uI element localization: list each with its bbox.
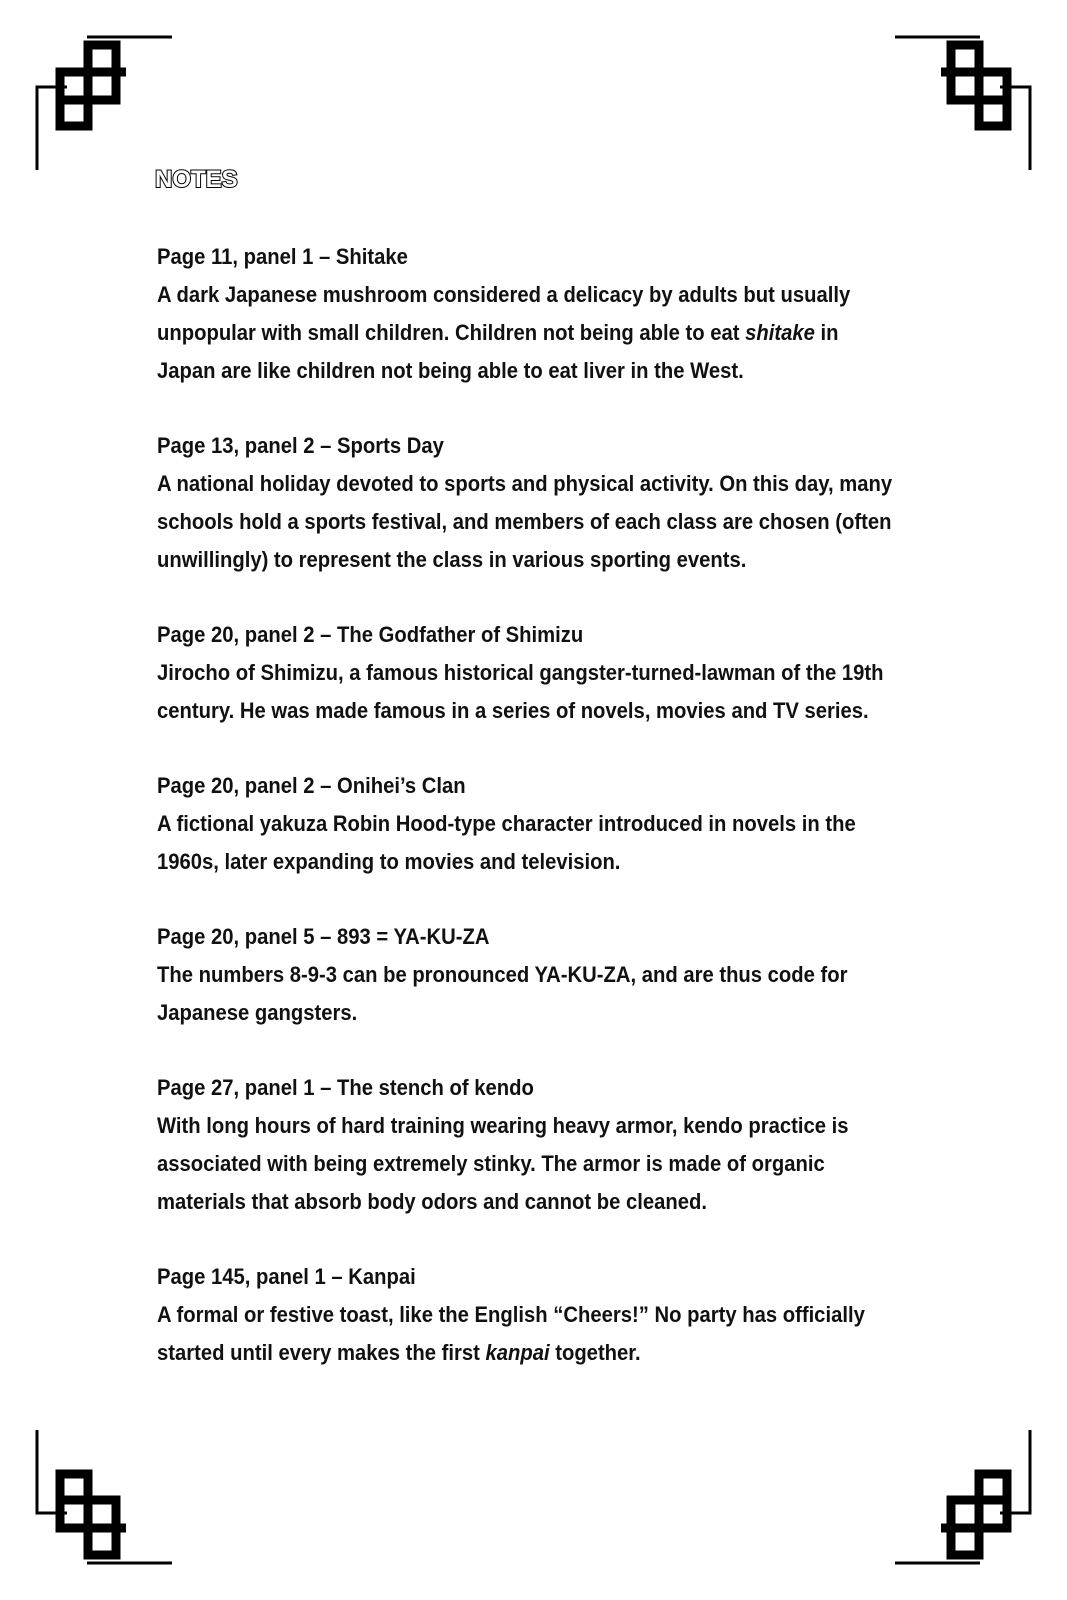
corner-ornament-bottom-right (857, 1390, 1037, 1570)
note-ref: Page 145, panel 1 – (157, 1264, 349, 1289)
note-body-text-end: together. (549, 1340, 641, 1365)
notes-heading (155, 166, 238, 194)
note-body-text: A dark Japanese mushroom considered a delicacy by adults but usually unpopular with small children. Children not being able to eat (157, 282, 851, 345)
note-ref: Page 11, panel 1 – (157, 244, 336, 269)
note-item (157, 918, 917, 1032)
note-body (157, 1107, 902, 1221)
notes-list (157, 238, 917, 1409)
note-term: Sports Day (337, 433, 444, 458)
note-heading (157, 616, 856, 654)
note-body (157, 1296, 902, 1372)
note-heading (157, 1258, 856, 1296)
note-body-emphasis: kanpai (485, 1340, 550, 1365)
note-item (157, 427, 917, 579)
note-body (157, 465, 902, 579)
note-item (157, 238, 917, 390)
note-body-text: A fictional yakuza Robin Hood-type character introduced in novels in the 1960s, later expanding to movies and television. (157, 811, 856, 874)
note-body-text: A national holiday devoted to sports and physical activity. On this day, many schools hold a sports festival, and members of each class are chosen (often unwillingly) to represent the class in various sporting events. (157, 471, 893, 572)
note-ref: Page 20, panel 2 – (157, 622, 338, 647)
note-term: The Godfather of Shimizu (337, 622, 584, 647)
note-term: The stench of kendo (337, 1075, 534, 1100)
note-item (157, 616, 917, 730)
note-ref: Page 20, panel 5 – (157, 924, 338, 949)
note-item (157, 767, 917, 881)
note-heading (157, 427, 856, 465)
note-term: Shitake (335, 244, 408, 269)
note-body-emphasis: shitake (745, 320, 815, 345)
note-heading (157, 1069, 856, 1107)
note-heading (157, 918, 856, 956)
note-heading (157, 767, 856, 805)
note-item (157, 1069, 917, 1221)
note-body-text-end: in Japan are like children not being able to eat liver in the West. (157, 320, 839, 383)
note-ref: Page 27, panel 1 – (157, 1075, 338, 1100)
note-body-text: Jirocho of Shimizu, a famous historical gangster-turned-lawman of the 19th century. He was made famous in a series of novels, movies and TV series. (157, 660, 884, 723)
note-heading (157, 238, 856, 276)
note-term: 893 = YA-KU-ZA (337, 924, 490, 949)
note-term: Kanpai (348, 1264, 416, 1289)
note-body-text: The numbers 8-9-3 can be pronounced YA-KU-ZA, and are thus code for Japanese gangsters. (157, 962, 848, 1025)
note-ref: Page 20, panel 2 – (157, 773, 338, 798)
note-body-text: A formal or festive toast, like the English “Cheers!” No party has officially started until every makes the first (157, 1302, 865, 1365)
note-body (157, 654, 902, 730)
note-body-text: With long hours of hard training wearing heavy armor, kendo practice is associated with being extremely stinky. The armor is made of organic materials that absorb body odors and cannot be cleaned. (157, 1113, 849, 1214)
note-body (157, 956, 902, 1032)
note-item (157, 1258, 917, 1372)
note-body (157, 276, 902, 390)
note-ref: Page 13, panel 2 – (157, 433, 338, 458)
note-body (157, 805, 902, 881)
corner-ornament-bottom-left (30, 1390, 210, 1570)
note-term: Onihei’s Clan (337, 773, 466, 798)
notes-heading-text: NOTES (155, 166, 238, 193)
corner-ornament-top-right (857, 30, 1037, 210)
